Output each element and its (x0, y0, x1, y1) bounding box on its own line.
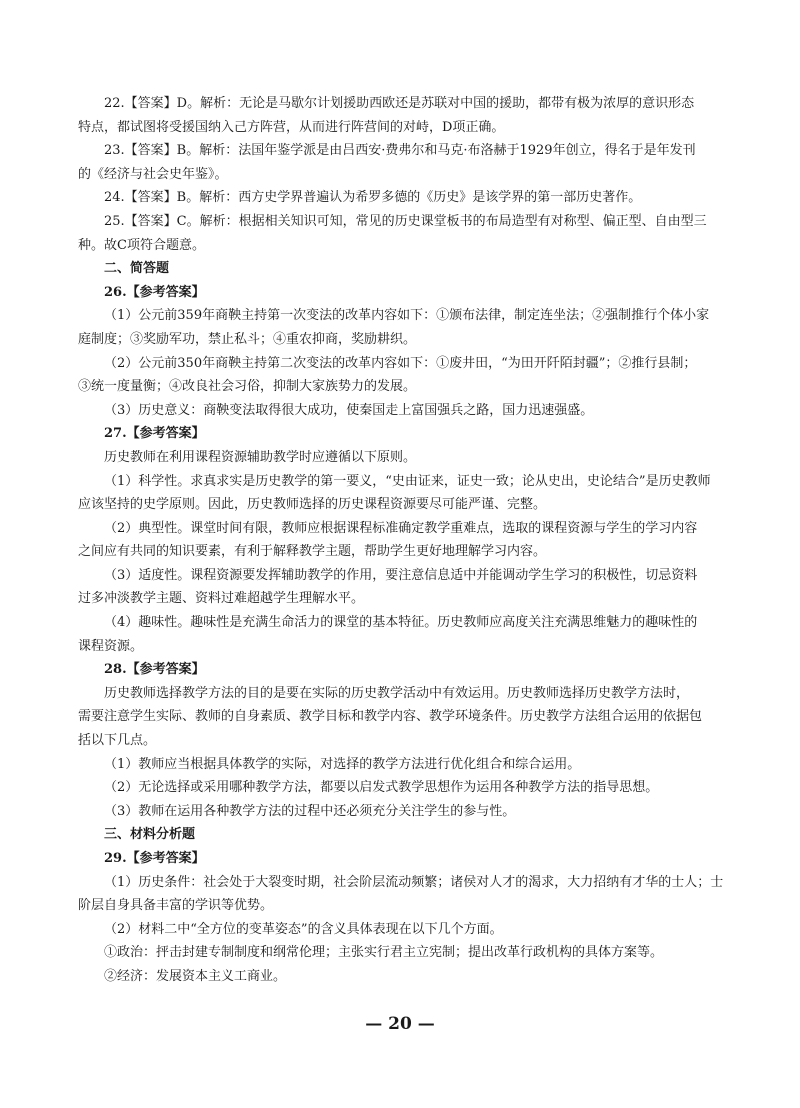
text-line: （2）典型性。课堂时间有限，教师应根据课程标准确定教学重难点，选取的课程资源与学生的学习内容 (104, 520, 698, 536)
text-line: 过多冲淡教学主题、资料过难超越学生理解水平。 (78, 591, 365, 607)
section-heading: 26.【参考答案】 (104, 284, 205, 300)
text-line: 的《经济与社会史年鉴》。 (78, 166, 228, 182)
text-line: 阶层自身具备丰富的学识等优势。 (78, 898, 274, 914)
text-line: 22.【答案】D。解析：无论是马歇尔计划援助西欧还是苏联对中国的援助，都带有极为浓厚的意识形态 (104, 96, 695, 111)
text-line: 特点，都试图将受援国纳入己方阵营，从而进行阵营间的对峙，D项正确。 (78, 119, 505, 135)
section-heading: 二、简答题 (104, 261, 170, 277)
text-line: 种。故C项符合题意。 (78, 237, 205, 253)
text-line: ③统一度量衡；④改良社会习俗，抑制大家族势力的发展。 (78, 379, 417, 395)
text-line: ②经济：发展资本主义工商业。 (104, 968, 287, 984)
section-heading: 29.【参考答案】 (104, 851, 205, 866)
text-line: 之间应有共同的知识要素，有利于解释教学主题，帮助学生更好地理解学习内容。 (78, 544, 547, 560)
text-line: 历史教师在利用课程资源辅助教学时应遵循以下原则。 (104, 449, 417, 465)
section-heading: 27.【参考答案】 (104, 426, 205, 442)
text-line: 23.【答案】B。解析：法国年鉴学派是由吕西安·费弗尔和马克·布洛赫于1929年创立，得名于是年发刊 (104, 143, 696, 159)
text-line: （1）历史条件：社会处于大裂变时期，社会阶层流动频繁；诸侯对人才的渴求，大力招纳有才华的士人；士 (104, 874, 724, 890)
text-line: 应该坚持的史学原则。因此，历史教师选择的历史课程资源要尽可能严谨、完整。 (78, 497, 547, 513)
text-line: 需要注意学生实际、教师的自身素质、教学目标和教学内容、教学环境条件。历史教学方法组合运用的依据包 (78, 709, 703, 725)
text-line: （1）教师应当根据具体教学的实际，对选择的教学方法进行优化组合和综合运用。 (104, 756, 581, 772)
section-heading: 三、材料分析题 (104, 827, 196, 843)
text-line: 课程资源。 (78, 638, 144, 654)
text-line: （3）历史意义：商鞅变法取得很大成功，使秦国走上富国强兵之路，国力迅速强盛。 (104, 402, 594, 418)
section-heading: 28.【参考答案】 (104, 662, 205, 678)
text-line: 括以下几点。 (78, 733, 157, 749)
text-line: （2）无论选择或采用哪种教学方法，都要以启发式教学思想作为运用各种教学方法的指导思想。 (104, 780, 659, 796)
page-number: — 20 — (365, 1014, 435, 1034)
text-line: 24.【答案】B。解析：西方史学界普遍认为希罗多德的《历史》是该学界的第一部历史著作。 (104, 190, 642, 206)
text-line: （1）公元前359年商鞅主持第一次变法的改革内容如下：①颁布法律，制定连坐法；②强制推行个体小家 (104, 308, 710, 324)
text-line: 25.【答案】C。解析：根据相关知识可知，常见的历史课堂板书的布局造型有对称型、偏正型、自由型三 (104, 213, 707, 229)
text-line: ①政治：抨击封建专制制度和纲常伦理；主张实行君主立宪制；提出改革行政机构的具体方案等。 (104, 945, 664, 961)
text-line: （2）公元前350年商鞅主持第二次变法的改革内容如下：①废井田，“为田开阡陌封疆”；②推行县制； (104, 355, 697, 371)
text-line: 庭制度；③奖励军功，禁止私斗；④重农抑商，奖励耕织。 (78, 331, 417, 347)
text-line: （4）趣味性。趣味性是充满生命活力的课堂的基本特征。历史教师应高度关注充满思维魅力的趣味性的 (104, 615, 698, 631)
text-line: （1）科学性。求真求实是历史教学的第一要义，“史由证来，证史一致；论从史出，史论结合”是历史教师 (104, 473, 711, 489)
text-line: （3）适度性。课程资源要发挥辅助教学的作用，要注意信息适中并能调动学生学习的积极性，切忌资料 (104, 567, 698, 583)
text-line: （3）教师在运用各种教学方法的过程中还必须充分关注学生的参与性。 (104, 803, 516, 819)
answer-text-body (78, 92, 728, 989)
text-line: 历史教师选择教学方法的目的是要在实际的历史教学活动中有效运用。历史教师选择历史教学方法时， (104, 685, 690, 701)
text-line: （2）材料二中“全方位的变革姿态”的含义具体表现在以下几个方面。 (104, 921, 503, 937)
